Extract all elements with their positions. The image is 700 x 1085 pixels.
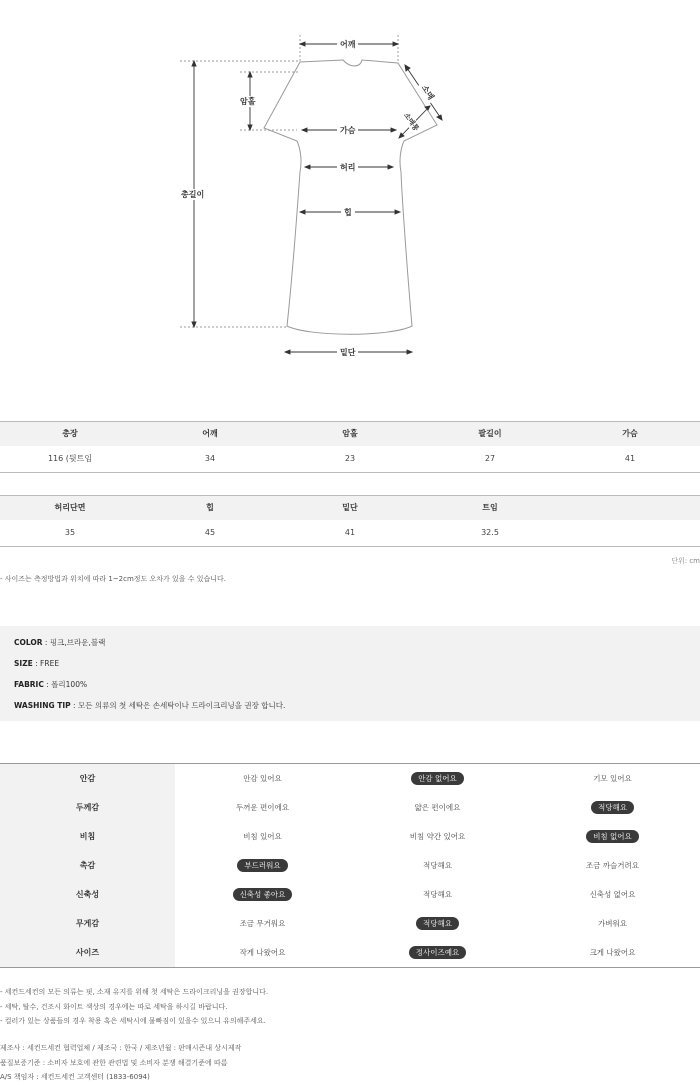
header-hip: 힙 <box>140 496 280 520</box>
fabric-label: FABRIC <box>14 680 44 689</box>
feel-label: 신축성 <box>0 880 175 909</box>
header-armhole: 암홀 <box>280 422 420 446</box>
feel-option-cell <box>350 832 525 841</box>
feel-label: 촉감 <box>0 851 175 880</box>
feel-option-selected: 비침 없어요 <box>586 830 639 843</box>
feel-option-cell <box>350 772 525 785</box>
feel-option: 가벼워요 <box>598 919 627 928</box>
feel-option-cell <box>525 948 700 957</box>
size-table-value-row <box>0 520 700 547</box>
unit-label: 단위: cm <box>671 557 700 565</box>
value-shoulder: 34 <box>140 446 280 473</box>
info-washing <box>14 699 686 720</box>
feel-option-cell <box>350 946 525 959</box>
value-total-length: 116 (뒷트임 <box>0 446 140 473</box>
feel-label: 무게감 <box>0 909 175 938</box>
fabric-feel-table <box>0 763 700 968</box>
feel-option-cell <box>525 774 700 783</box>
manufacturer-notes <box>0 1041 241 1085</box>
feel-label: 안감 <box>0 764 175 793</box>
header-hem: 밑단 <box>280 496 420 520</box>
feel-row <box>0 764 700 793</box>
size-table-header-row <box>0 496 700 520</box>
feel-row <box>0 909 700 938</box>
feel-option-cell <box>525 919 700 928</box>
color-value: : 핑크,브라운,블랙 <box>42 638 106 647</box>
value-empty <box>560 520 700 547</box>
feel-option-cell <box>175 803 350 812</box>
washing-value: : 모든 의류의 첫 세탁은 손세탁이나 드라이크리닝을 권장 합니다. <box>70 701 286 710</box>
dress-illustration <box>0 0 700 390</box>
size-diagram <box>0 0 700 390</box>
feel-label: 두께감 <box>0 793 175 822</box>
header-slit: 트임 <box>420 496 560 520</box>
feel-option: 비침 있어요 <box>243 832 282 841</box>
feel-option-cell <box>350 861 525 870</box>
feel-option: 기모 있어요 <box>593 774 632 783</box>
feel-option-cell <box>525 890 700 899</box>
label-waist: 허리 <box>337 162 358 173</box>
feel-option-cell <box>525 801 700 814</box>
feel-label: 사이즈 <box>0 938 175 967</box>
header-arm-length: 팔길이 <box>420 422 560 446</box>
value-slit: 32.5 <box>420 520 560 547</box>
value-chest: 41 <box>560 446 700 473</box>
label-hem: 밑단 <box>337 347 358 358</box>
label-armhole: 암홀 <box>237 96 258 107</box>
feel-option-cell <box>525 861 700 870</box>
value-hip: 45 <box>140 520 280 547</box>
feel-option-cell <box>175 832 350 841</box>
feel-row <box>0 793 700 822</box>
size-value: : FREE <box>32 659 60 668</box>
size-table-1 <box>0 421 700 473</box>
size-table-header-row <box>0 422 700 446</box>
product-info-box <box>0 626 700 721</box>
care-note: - 세탁, 탈수, 건조시 화이트 색상의 경우에는 따로 세탁을 하시길 바랍니다. <box>0 1002 228 1011</box>
feel-option: 신축성 없어요 <box>589 890 636 899</box>
feel-option: 안감 있어요 <box>243 774 282 783</box>
header-waist: 허리단면 <box>0 496 140 520</box>
feel-option-selected: 안감 없어요 <box>411 772 464 785</box>
feel-option-cell <box>175 888 350 901</box>
feel-option: 적당해요 <box>423 890 452 899</box>
feel-option: 적당해요 <box>423 861 452 870</box>
feel-option-cell <box>350 803 525 812</box>
feel-option-selected: 정사이즈예요 <box>409 946 466 959</box>
value-hem: 41 <box>280 520 420 547</box>
feel-option-cell <box>175 948 350 957</box>
feel-option-selected: 적당해요 <box>416 917 459 930</box>
header-chest: 가슴 <box>560 422 700 446</box>
feel-row <box>0 880 700 909</box>
feel-row <box>0 822 700 851</box>
size-note: - 사이즈는 측정방법과 위치에 따라 1~2cm정도 오차가 있을 수 있습니다. <box>0 575 227 583</box>
feel-option-selected: 부드러워요 <box>237 859 287 872</box>
manufacturer-line: 제조사 : 세컨드세컨 협력업체 / 제조국 : 한국 / 제조년월 : 판매시즌내 상시제작 <box>0 1044 242 1052</box>
label-shoulder: 어깨 <box>337 39 358 50</box>
dress-outline <box>264 60 437 334</box>
feel-option-cell <box>350 890 525 899</box>
care-note: - 세컨드세컨의 모든 의류는 핏, 소재 유지를 위해 첫 세탁은 드라이크리닝을 권장합니다. <box>0 988 269 996</box>
quality-line: 품질보증기준 : 소비자 보호에 관한 관련법 및 소비자 분쟁 해결기준에 따름 <box>0 1058 228 1067</box>
feel-option-cell <box>350 917 525 930</box>
feel-option: 두꺼운 편이에요 <box>235 803 290 812</box>
feel-option: 조금 무거워요 <box>239 919 286 928</box>
feel-option-cell <box>175 859 350 872</box>
feel-row <box>0 938 700 967</box>
info-size <box>14 657 686 678</box>
label-chest: 가슴 <box>337 125 358 136</box>
header-shoulder: 어깨 <box>140 422 280 446</box>
feel-option: 작게 나왔어요 <box>239 948 286 957</box>
feel-option-cell <box>175 919 350 928</box>
feel-option: 크게 나왔어요 <box>589 948 636 957</box>
feel-option-cell <box>175 774 350 783</box>
size-label: SIZE <box>14 659 33 668</box>
care-note: - 컬러가 있는 상품들의 경우 착용 혹은 세탁시에 물빠짐이 있을수 있으니 유의해주세요. <box>0 1017 266 1025</box>
fabric-value: : 폴리100% <box>43 680 88 689</box>
label-sleeve: 소매 <box>417 80 438 104</box>
label-total-length: 총길이 <box>178 189 207 200</box>
feel-row <box>0 851 700 880</box>
size-table-value-row <box>0 446 700 473</box>
feel-option-selected: 적당해요 <box>591 801 634 814</box>
info-fabric <box>14 678 686 699</box>
as-line: A/S 책임자 : 세컨드세컨 고객센터 (1833-6094) <box>0 1073 150 1081</box>
label-hip: 힙 <box>341 207 355 218</box>
header-empty <box>560 496 700 520</box>
size-table-2 <box>0 495 700 547</box>
value-arm-length: 27 <box>420 446 560 473</box>
color-label: COLOR <box>14 638 43 647</box>
feel-option: 조금 까슬거려요 <box>585 861 640 870</box>
feel-option: 비침 약간 있어요 <box>409 832 466 841</box>
feel-option-selected: 신축성 좋아요 <box>233 888 293 901</box>
feel-option-cell <box>525 830 700 843</box>
feel-label: 비침 <box>0 822 175 851</box>
header-total-length: 총장 <box>0 422 140 446</box>
value-waist: 35 <box>0 520 140 547</box>
care-notes <box>0 985 268 1029</box>
label-sleeve-width: 소매통 <box>400 108 423 135</box>
feel-option: 얇은 편이에요 <box>414 803 461 812</box>
washing-label: WASHING TIP <box>14 701 71 710</box>
info-color <box>14 636 686 657</box>
value-armhole: 23 <box>280 446 420 473</box>
